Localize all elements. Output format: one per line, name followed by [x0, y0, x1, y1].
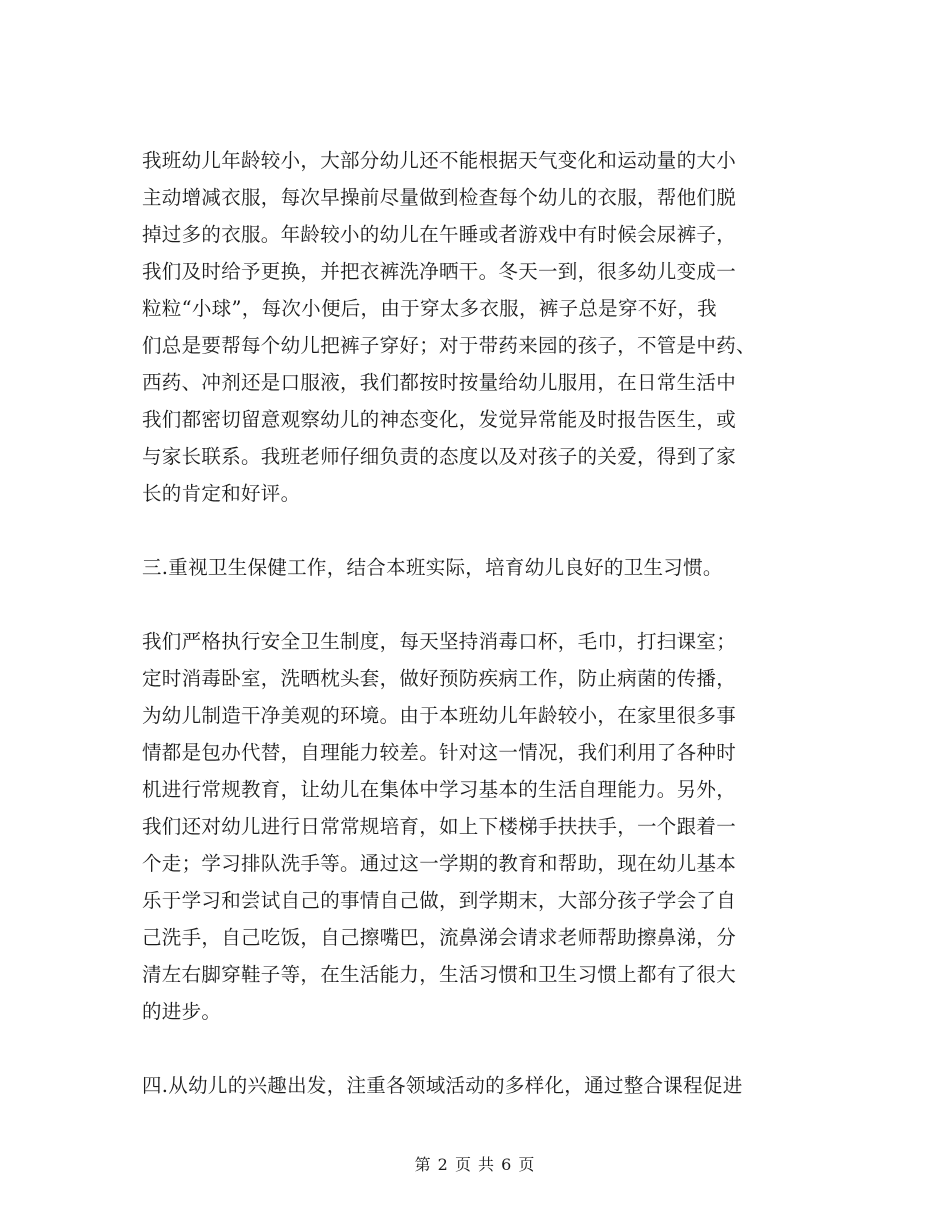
paragraph-spacer	[142, 512, 810, 549]
text-line: 机进行常规教育，让幼儿在集体中学习基本的生活自理能力。另外，	[142, 778, 737, 801]
paragraph-childcare	[142, 142, 810, 512]
text-line: 与家长联系。我班老师仔细负责的态度以及对孩子的关爱，得到了家	[142, 445, 737, 468]
section-heading-3	[142, 549, 810, 586]
text-line: 己洗手，自己吃饭，自己擦嘴巴，流鼻涕会请求老师帮助擦鼻涕，分	[142, 926, 737, 949]
text-line: 主动增减衣服，每次早操前尽量做到检查每个幼儿的衣服，帮他们脱	[142, 186, 737, 209]
text-line: 我们还对幼儿进行日常常规培育，如上下楼梯手扶扶手，一个跟着一	[142, 815, 737, 838]
paragraph-spacer	[142, 586, 810, 623]
text-line: 定时消毒卧室，洗晒枕头套，做好预防疾病工作，防止病菌的传播，	[142, 667, 737, 690]
text-line: 我们及时给予更换，并把衣裤洗净晒干。冬天一到，很多幼儿变成一	[142, 260, 737, 283]
text-line: 乐于学习和尝试自己的事情自己做，到学期末，大部分孩子学会了自	[142, 889, 737, 912]
text-line: 为幼儿制造干净美观的环境。由于本班幼儿年龄较小，在家里很多事	[142, 704, 737, 727]
paragraph-hygiene	[142, 623, 810, 1030]
heading-text: 四.从幼儿的兴趣出发，注重各领域活动的多样化，通过整合课程促进	[142, 1074, 743, 1097]
text-line: 们总是要帮每个幼儿把裤子穿好；对于带药来园的孩子，不管是中药、	[142, 334, 756, 357]
document-body	[142, 142, 810, 1104]
text-line: 粒粒“小球”，每次小便后，由于穿太多衣服，裤子总是穿不好，我	[142, 297, 717, 320]
text-line: 个走；学习排队洗手等。通过这一学期的教育和帮助，现在幼儿基本	[142, 852, 737, 875]
text-line: 情都是包办代替，自理能力较差。针对这一情况，我们利用了各种时	[142, 741, 737, 764]
text-line: 我们严格执行安全卫生制度，每天坚持消毒口杯，毛巾，打扫课室；	[142, 630, 737, 653]
text-line: 掉过多的衣服。年龄较小的幼儿在午睡或者游戏中有时候会尿裤子，	[142, 223, 737, 246]
text-line: 的进步。	[142, 1000, 222, 1023]
page-footer	[0, 1152, 950, 1175]
paragraph-spacer	[142, 1030, 810, 1067]
text-line: 清左右脚穿鞋子等，在生活能力，生活习惯和卫生习惯上都有了很大	[142, 963, 737, 986]
text-line: 我班幼儿年龄较小，大部分幼儿还不能根据天气变化和运动量的大小	[142, 149, 737, 172]
text-line: 我们都密切留意观察幼儿的神态变化，发觉异常能及时报告医生，或	[142, 408, 737, 431]
text-line: 西药、冲剂还是口服液，我们都按时按量给幼儿服用，在日常生活中	[142, 371, 737, 394]
heading-text: 三.重视卫生保健工作，结合本班实际，培育幼儿良好的卫生习惯。	[142, 556, 723, 579]
text-line: 长的肯定和好评。	[142, 482, 301, 505]
section-heading-4	[142, 1067, 810, 1104]
page-number-label: 第 2 页 共 6 页	[414, 1155, 536, 1174]
